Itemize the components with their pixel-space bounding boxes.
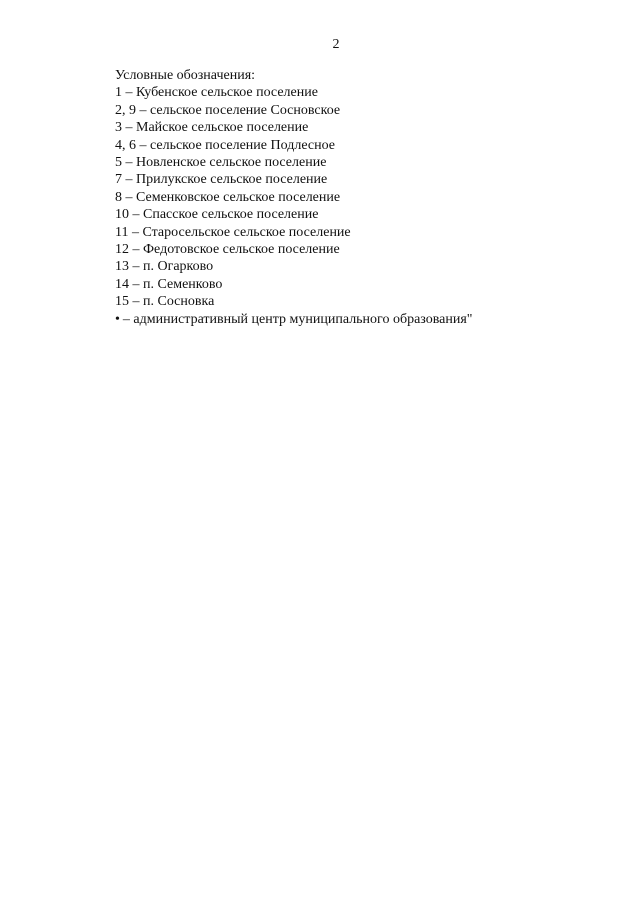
legend-list xyxy=(115,84,615,328)
legend-item: 15 – п. Сосновка xyxy=(115,294,215,310)
legend xyxy=(115,67,615,328)
legend-item: 5 – Новленское сельское поселение xyxy=(115,155,327,171)
legend-item: 12 – Федотовское сельское поселение xyxy=(115,242,340,258)
admin-center-label: – административный центр муниципального образования" xyxy=(122,311,473,327)
legend-item: 3 – Майское сельское поселение xyxy=(115,120,309,136)
legend-item: 4, 6 – сельское поселение Подлесное xyxy=(115,137,335,153)
legend-item: 14 – п. Семенково xyxy=(115,276,223,292)
legend-item: 1 – Кубенское сельское поселение xyxy=(115,85,318,101)
legend-item: 13 – п. Огарково xyxy=(115,259,214,275)
bullet-icon: • xyxy=(115,311,120,327)
legend-item: 2, 9 – сельское поселение Сосновское xyxy=(115,102,341,118)
legend-item: 11 – Старосельское сельское поселение xyxy=(115,224,351,240)
legend-title: Условные обозначения: xyxy=(115,68,256,83)
legend-item: 7 – Прилукское сельское поселение xyxy=(115,172,328,188)
page-number: 2 xyxy=(332,37,340,52)
legend-item-admin-center xyxy=(115,311,615,328)
legend-item: 8 – Семенковское сельское поселение xyxy=(115,189,341,205)
legend-item: 10 – Спасское сельское поселение xyxy=(115,207,319,223)
